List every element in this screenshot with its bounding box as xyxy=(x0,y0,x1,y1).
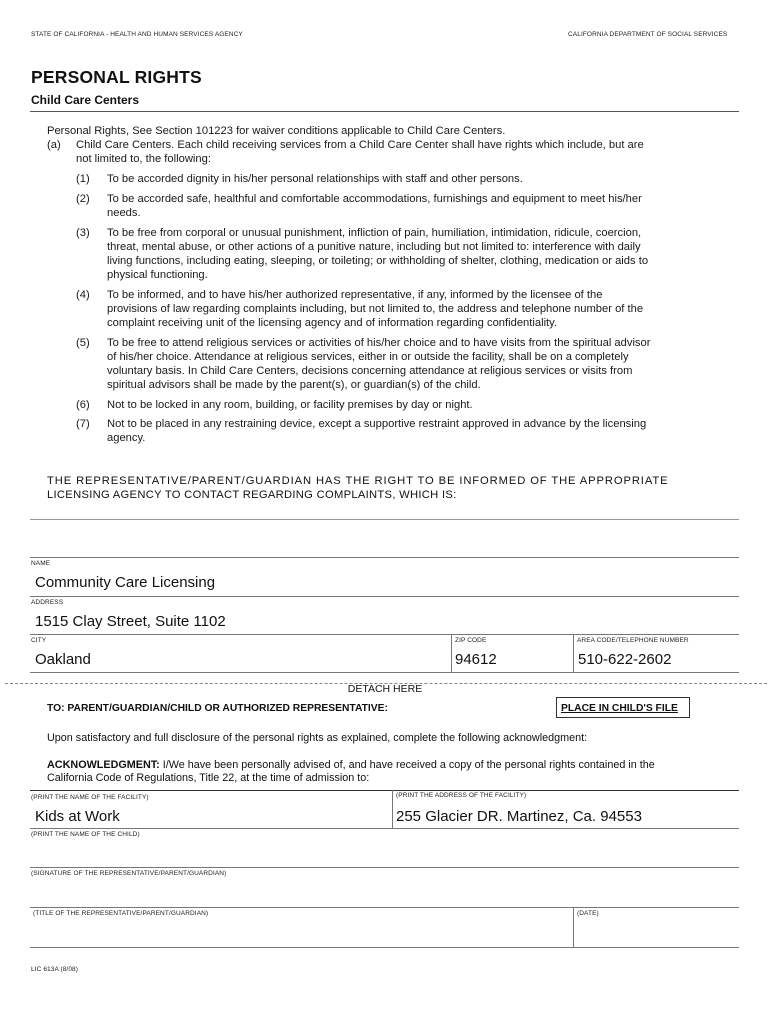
agency-name-value: Community Care Licensing xyxy=(35,574,216,591)
form-top-line xyxy=(30,790,739,791)
right-text-line: Not to be locked in any room, building, or facility premises by day or night. xyxy=(107,399,473,411)
right-text-line: Not to be placed in any restraining device, except a supportive restraint approved in advance by the licensing xyxy=(107,418,647,430)
agency-address-label: ADDRESS xyxy=(31,599,64,606)
notice-line1: THE REPRESENTATIVE/PARENT/GUARDIAN HAS THE RIGHT TO BE INFORMED OF THE APPROPRIATE xyxy=(47,475,669,487)
acknowledgment-line1 xyxy=(47,759,727,771)
right-text-line: needs. xyxy=(107,207,141,220)
page-title: PERSONAL RIGHTS xyxy=(31,67,202,87)
child-name-line xyxy=(30,867,739,868)
facility-name-label: (PRINT THE NAME OF THE FACILITY) xyxy=(31,794,149,801)
detach-label: DETACH HERE xyxy=(347,683,423,695)
right-text-line: of his/her choice. Attendance at religious services, either in or outside the facility, shall be on a completely xyxy=(107,351,629,364)
acknowledgment-label: ACKNOWLEDGMENT: xyxy=(47,759,160,771)
agency-bottom-line xyxy=(30,672,739,673)
facility-divider xyxy=(392,790,393,828)
signature-label: (SIGNATURE OF THE REPRESENTATIVE/PARENT/GUARDIAN) xyxy=(31,870,227,877)
agency-name-line xyxy=(30,596,739,597)
right-text-line: To be informed, and to have his/her authorized representative, if any, informed by the licensee of the xyxy=(107,289,603,301)
rep-title-field[interactable] xyxy=(30,920,570,946)
facility-bottom-line xyxy=(30,828,739,829)
form-bottom-line xyxy=(30,947,739,948)
agency-zip-value: 94612 xyxy=(455,651,497,668)
agency-phone-label: AREA CODE/TELEPHONE NUMBER xyxy=(577,637,689,644)
agency-phone-value: 510-622-2602 xyxy=(578,651,672,668)
form-number: LIC 613A (8/08) xyxy=(31,966,79,973)
agency-city-label: CITY xyxy=(31,637,47,644)
right-text-line: threat, mental abuse, or other actions of a punitive nature, including but not limited to: interference with daily xyxy=(107,241,641,254)
agency-zip-label: ZIP CODE xyxy=(455,637,487,644)
blank-line xyxy=(30,519,739,520)
to-line: TO: PARENT/GUARDIAN/CHILD OR AUTHORIZED REPRESENTATIVE: xyxy=(47,703,388,714)
right-text-line: To be accorded dignity in his/her personal relationships with staff and other persons. xyxy=(107,173,523,185)
agency-header-left: STATE OF CALIFORNIA - HEALTH AND HUMAN SERVICES AGENCY xyxy=(31,31,243,38)
facility-address-field[interactable]: 255 Glacier DR. Martinez, Ca. 94553 xyxy=(396,808,642,825)
agency-address-value: 1515 Clay Street, Suite 1102 xyxy=(35,613,226,630)
zip-phone-divider xyxy=(573,634,574,672)
child-name-label: (PRINT THE NAME OF THE CHILD) xyxy=(31,831,140,838)
section-a-label: (a) xyxy=(47,139,61,151)
title-date-divider xyxy=(573,907,574,947)
upon-text: Upon satisfactory and full disclosure of the personal rights as explained, complete the following acknowledgment: xyxy=(47,732,588,744)
facility-name-field[interactable]: Kids at Work xyxy=(35,808,120,825)
right-number: (3) xyxy=(76,227,90,239)
child-name-field[interactable] xyxy=(30,840,739,866)
notice-line2: LICENSING AGENCY TO CONTACT REGARDING COMPLAINTS, WHICH IS: xyxy=(47,489,457,501)
right-number: (5) xyxy=(76,337,90,349)
section-a-line2: not limited to, the following: xyxy=(76,153,211,165)
facility-address-label: (PRINT THE ADDRESS OF THE FACILITY) xyxy=(396,792,527,799)
rep-title-label: (TITLE OF THE REPRESENTATIVE/PARENT/GUARDIAN) xyxy=(33,910,209,917)
intro-text: Personal Rights, See Section 101223 for waiver conditions applicable to Child Care Centers. xyxy=(47,125,506,137)
right-text-line: To be free to attend religious services or activities of his/her choice and to have visits from the spiritual advisor xyxy=(107,337,651,349)
right-text-line: To be free from corporal or unusual punishment, infliction of pain, humiliation, intimidation, ridicule, coercion, xyxy=(107,227,642,239)
right-number: (4) xyxy=(76,289,90,301)
right-number: (1) xyxy=(76,173,90,185)
right-text-line: agency. xyxy=(107,432,146,445)
signature-line xyxy=(30,907,739,908)
date-field[interactable] xyxy=(576,920,738,946)
agency-header-right: CALIFORNIA DEPARTMENT OF SOCIAL SERVICES xyxy=(568,31,728,38)
place-in-file-label: PLACE IN CHILD'S FILE xyxy=(561,703,678,714)
agency-top-line xyxy=(30,557,739,558)
title-divider xyxy=(30,111,739,112)
right-text-line: spiritual advisors shall be made by the parent(s), or guardian(s) of the child. xyxy=(107,379,481,392)
right-text-line: To be accorded safe, healthful and comfortable accommodations, furnishings and equipment to meet his/her xyxy=(107,193,642,205)
acknowledgment-text: I/We have been personally advised of, and have received a copy of the personal rights contained in the xyxy=(159,759,655,771)
right-number: (2) xyxy=(76,193,90,205)
acknowledgment-line2: California Code of Regulations, Title 22, at the time of admission to: xyxy=(47,772,370,784)
right-number: (7) xyxy=(76,418,90,430)
signature-field[interactable] xyxy=(30,880,739,906)
agency-name-label: NAME xyxy=(31,560,51,567)
date-label: (DATE) xyxy=(577,910,599,917)
right-text-line: living functions, including eating, sleeping, or toileting; or withholding of shelter, clothing, medication or aids to xyxy=(107,255,649,268)
right-text-line: physical functioning. xyxy=(107,269,208,282)
page-subtitle: Child Care Centers xyxy=(31,93,140,107)
right-number: (6) xyxy=(76,399,90,411)
city-zip-divider xyxy=(451,634,452,672)
right-text-line: complaint receiving unit of the licensing agency and of information regarding confidentiality. xyxy=(107,317,558,330)
section-a-line1: Child Care Centers. Each child receiving services from a Child Care Center shall have rights which include, but are xyxy=(76,139,644,151)
right-text-line: provisions of law regarding complaints including, but not limited to, the address and telephone number of the xyxy=(107,303,644,316)
agency-city-value: Oakland xyxy=(35,651,91,668)
right-text-line: voluntary basis. In Child Care Centers, decisions concerning attendance at religious services or visits from xyxy=(107,365,633,378)
agency-address-line xyxy=(30,634,739,635)
